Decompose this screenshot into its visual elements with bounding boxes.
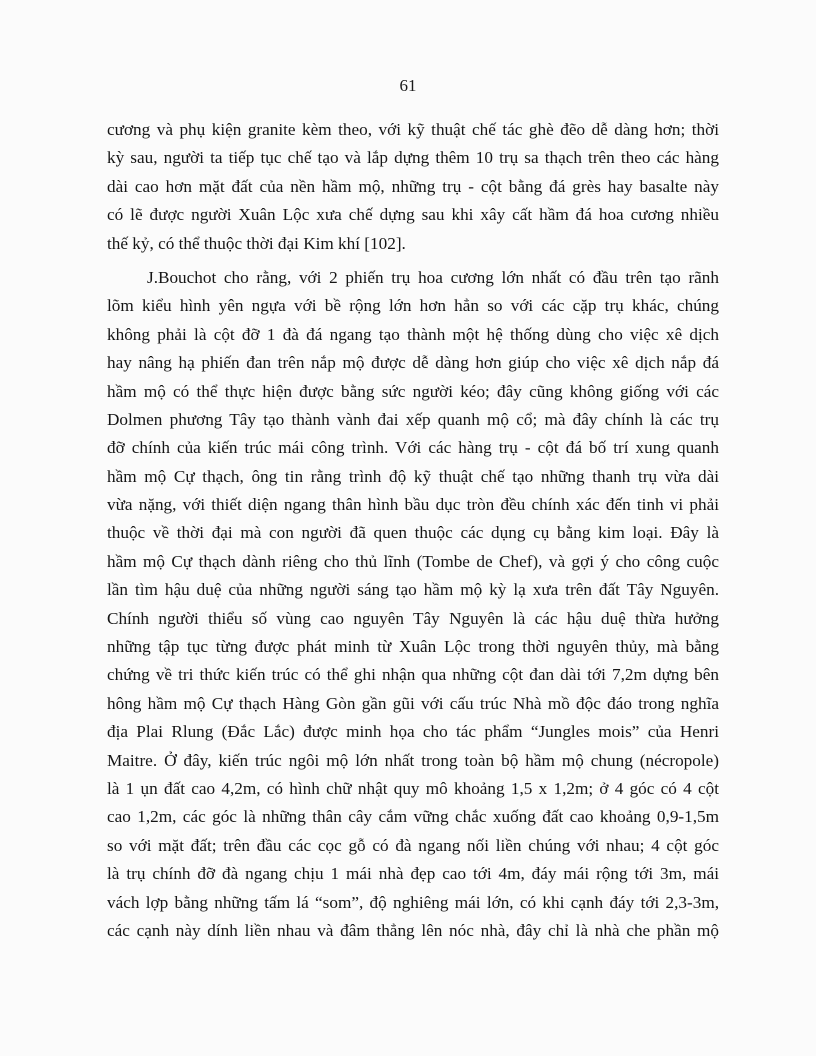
text-line: thuộc về thời đại mà con người đã quen thuộc các dụng cụ bằng kim loại. Đây là [107,523,719,543]
text-line: so với mặt đất; trên đầu các cọc gỗ có đà ngang nối liền chúng với nhau; 4 cột góc [107,835,719,855]
text-line: thế kỷ, có thể thuộc thời đại Kim khí [102]. [107,233,406,253]
body-text [107,116,719,945]
text-line: vách lợp bằng những tấm lá “som”, độ nghiêng mái lớn, có khi cạnh đáy tới 2,3-3m, [107,892,719,912]
text-line: không phải là cột đỡ 1 đà đá ngang tạo thành một hệ thống dùng cho việc xê dịch [107,324,719,344]
text-line: lõm kiểu hình yên ngựa với bề rộng lớn hơn hẳn so với các cặp trụ khác, chúng [107,296,719,316]
text-line: đỡ chính của kiến trúc mái công trình. Với các hàng trụ - cột đá bố trí xung quanh [107,438,719,458]
text-line: vừa nặng, với thiết diện ngang thân hình bầu dục tròn đều chính xác đến tinh vi phải [107,495,719,515]
text-line: hầm mộ có thể thực hiện được bằng sức người kéo; đây cũng không giống với các [107,381,719,401]
text-line: hông hầm mộ Cự thạch Hàng Gòn gần gũi với cấu trúc Nhà mồ độc đáo trong nghĩa [107,693,719,713]
text-line: địa Plai Rlung (Đắc Lắc) được minh họa cho tác phẩm “Jungles mois” của Henri [107,722,719,742]
text-line: lần tìm hậu duệ của những người sáng tạo hầm mộ kỳ lạ xưa trên đất Tây Nguyên. [107,580,719,600]
text-line: cao 1,2m, các góc là những thân cây cắm vững chắc xuống đất cao khoảng 0,9-1,5m [107,807,719,827]
text-line: kỳ sau, người ta tiếp tục chế tạo và lắp dựng thêm 10 trụ sa thạch trên theo các hàng [107,148,719,168]
text-line: hay nâng hạ phiến đan trên nắp mộ được dễ dàng hơn giúp cho việc xê dịch nắp đá [107,353,719,373]
text-line: Chính người thiểu số vùng cao nguyên Tây Nguyên là các hậu duệ thừa hưởng [107,608,719,628]
text-line: là trụ chính đỡ đà ngang chịu 1 mái nhà đẹp cao tới 4m, đáy mái rộng tới 3m, mái [107,864,719,884]
text-line: dài cao hơn mặt đất của nền hầm mộ, những trụ - cột bằng đá grès hay basalte này [107,176,719,196]
text-line: những tập tục từng được phát minh từ Xuân Lộc trong thời nguyên thủy, mà bằng [107,637,719,657]
paragraph [107,116,719,258]
text-line: là 1 ụn đất cao 4,2m, có hình chữ nhật quy mô khoảng 1,5 x 1,2m; ở 4 góc có 4 cột [107,778,719,798]
text-line: Maitre. Ở đây, kiến trúc ngôi mộ lớn nhất trong toàn bộ hầm mộ chung (nécropole) [107,750,719,770]
paragraph [107,264,719,945]
text-line: các cạnh này dính liền nhau và đâm thẳng lên nóc nhà, đây chỉ là nhà che phần mộ [107,920,719,940]
text-line: cương và phụ kiện granite kèm theo, với kỹ thuật chế tác ghè đẽo dễ dàng hơn; thời [107,120,719,139]
text-line: hầm mộ Cự thạch dành riêng cho thủ lĩnh (Tombe de Chef), và gợi ý cho công cuộc [107,551,719,571]
text-line: chứng về tri thức kiến trúc có thể ghi nhận qua những cột đan dài tới 7,2m dựng bên [107,665,719,685]
text-line: có lẽ được người Xuân Lộc xưa chế dựng sau khi xây cất hầm đá hoa cương nhiều [107,205,719,225]
text-line: hầm mộ Cự thạch, ông tin rằng trình độ kỹ thuật chế tạo những thanh trụ vừa dài [107,466,719,486]
text-line: J.Bouchot cho rằng, với 2 phiến trụ hoa cương lớn nhất có đầu trên tạo rãnh [147,267,719,287]
text-line: Dolmen phương Tây tạo thành vành đai xếp quanh mộ cổ; mà đây chính là các trụ [107,409,719,429]
page-number: 61 [399,76,417,95]
